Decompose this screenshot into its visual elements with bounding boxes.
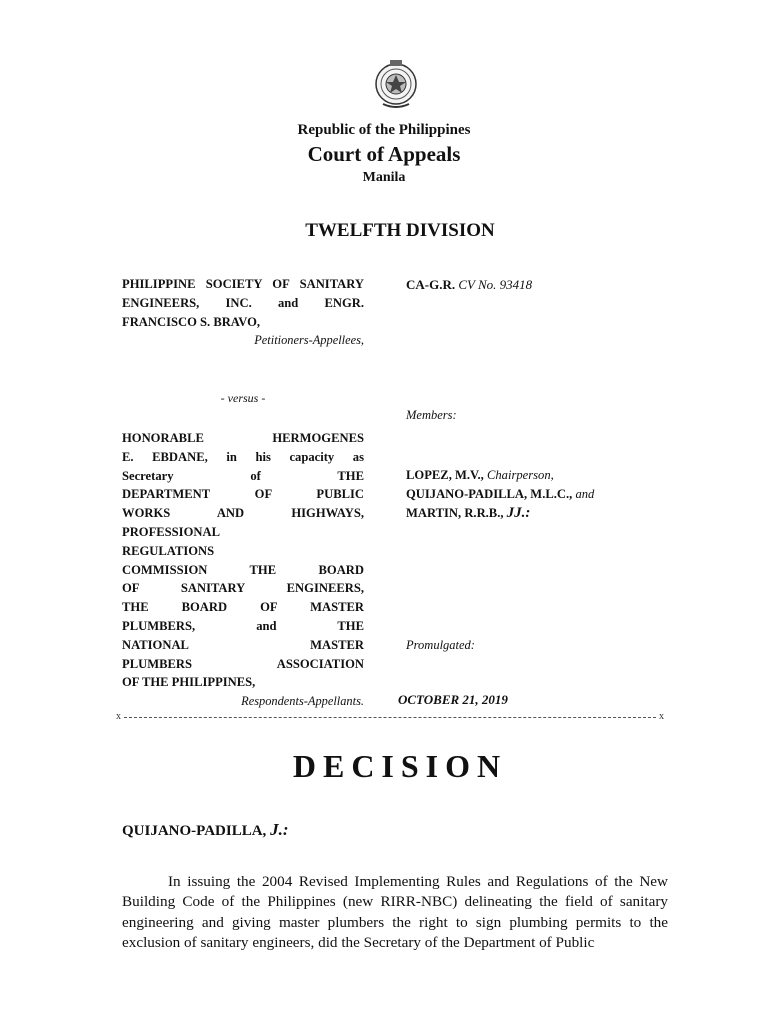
respondents-line: COMMISSION THE BOARD	[122, 562, 364, 577]
promulgated-date: OCTOBER 21, 2019	[398, 692, 508, 707]
respondents-line: OF SANITARY ENGINEERS,	[122, 581, 364, 596]
respondents-line: OF THE PHILIPPINES,	[122, 675, 256, 690]
respondents-role: Respondents-Appellants.	[241, 694, 364, 709]
respondents-line: PLUMBERS ASSOCIATION	[122, 656, 364, 671]
petitioners-names: PHILIPPINE SOCIETY OF SANITARY ENGINEERS, INC. and ENGR. FRANCISCO S. BRAVO,	[122, 277, 364, 329]
respondents-line: DEPARTMENT OF PUBLIC	[122, 487, 364, 502]
court-city: Manila	[362, 170, 406, 185]
member-and: and	[575, 486, 595, 501]
divider-left-x: x	[116, 711, 121, 722]
case-number-prefix: CA-G.R.	[406, 277, 456, 292]
respondents-line: NATIONAL MASTER	[122, 637, 364, 652]
court-name: Court of Appeals	[307, 142, 461, 166]
members-list	[406, 466, 696, 522]
opening-paragraph: In issuing the 2004 Revised Implementing Rules and Regulations of the New Building Code of the Philippines (new RIRR-NBC) delineating the field of sanitary engineering and giving master plumbers the right to sign plumbing permits to the exclusion of sanitary engineers, did the Secretary of the Department of Public	[122, 873, 668, 952]
court-seal-icon	[373, 58, 419, 110]
respondents-line: E. EBDANE, in his capacity as	[122, 449, 364, 464]
republic-heading: Republic of the Philippines	[297, 122, 471, 138]
caption-divider	[116, 710, 664, 724]
respondents-line: THE BOARD OF MASTER	[122, 600, 364, 615]
respondents-line: REGULATIONS	[122, 543, 215, 558]
ponente-name: QUIJANO-PADILLA,	[122, 823, 267, 839]
case-number	[406, 277, 532, 293]
respondents-line: PLUMBERS, and THE	[122, 618, 364, 633]
division-title: TWELFTH DIVISION	[305, 220, 495, 241]
member-quijano-padilla: QUIJANO-PADILLA, M.L.C.,	[406, 486, 573, 501]
respondents-block	[122, 429, 364, 711]
member-lopez-role: Chairperson,	[486, 468, 554, 482]
member-lopez: LOPEZ, M.V.,	[406, 468, 484, 482]
respondents-names	[122, 429, 364, 692]
promulgated-label: Promulgated:	[406, 638, 475, 652]
versus-label: - versus -	[220, 391, 266, 405]
respondents-line: WORKS AND HIGHWAYS,	[122, 506, 364, 521]
divider-line	[124, 717, 656, 718]
divider-right-x: x	[659, 711, 664, 722]
members-label: Members:	[406, 408, 457, 422]
member-martin: MARTIN, R.R.B.,	[406, 505, 504, 520]
respondents-line: Secretary of THE	[122, 468, 364, 483]
justices-label: JJ.:	[506, 504, 531, 521]
respondents-line: HONORABLE HERMOGENES	[122, 431, 364, 445]
case-number-value: CV No. 93418	[458, 277, 533, 292]
respondents-line: PROFESSIONAL	[122, 524, 220, 539]
petitioners-block	[122, 275, 364, 350]
ponente-j: J.:	[270, 820, 289, 839]
decision-title: DECISION	[292, 748, 508, 784]
petitioners-role: Petitioners-Appellees,	[254, 333, 364, 348]
ponente	[122, 820, 288, 840]
